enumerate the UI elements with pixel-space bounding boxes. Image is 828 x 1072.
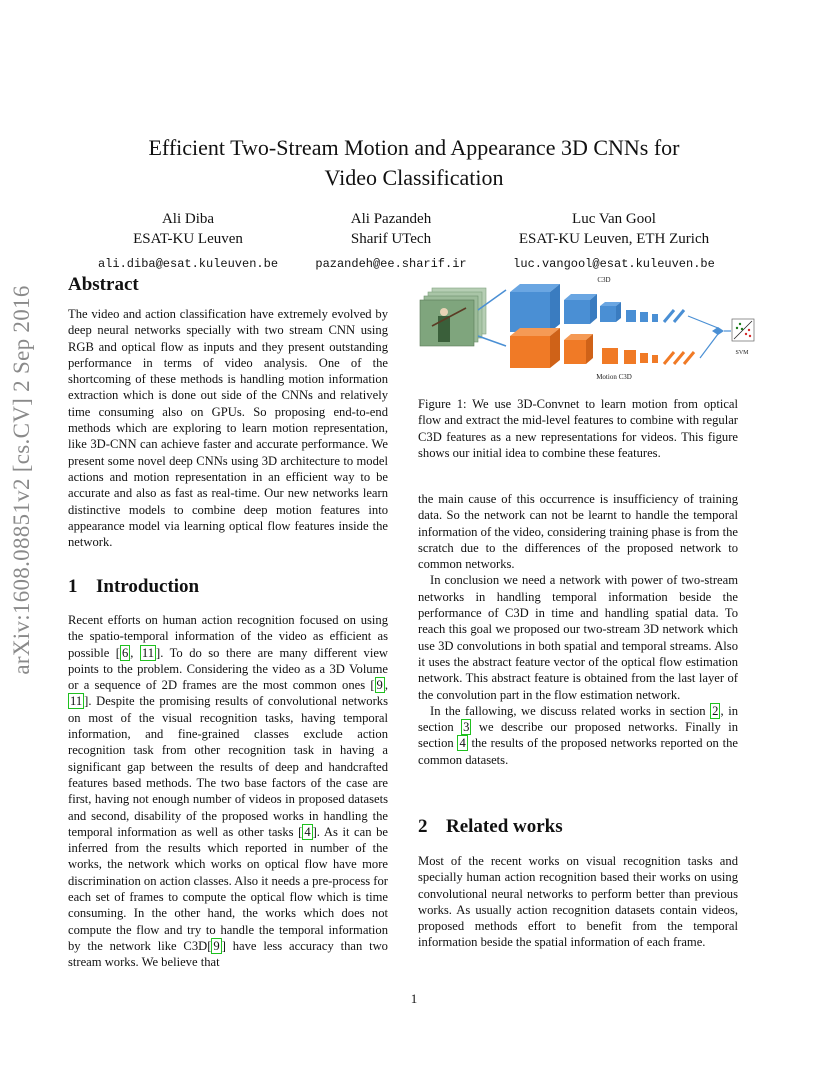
citation-link[interactable]: 11 <box>141 645 155 660</box>
text-run: the results of the proposed networks reported on the common datasets. <box>418 736 738 767</box>
svm-classifier-icon <box>732 319 754 341</box>
figure-1-caption: Figure 1: We use 3D-Convnet to learn motion from optical flow and extract the mid-level features to combine with regular C3D features as a new representations for videos. This figure shows our initial idea to combine these features. <box>418 397 738 460</box>
text-run: we describe our proposed networks. Finally in section <box>418 720 739 751</box>
abstract-heading: Abstract <box>68 274 139 295</box>
text-run: Recent efforts on human action recognition focused on using the spatio-temporal information of the video as efficient as possible [ <box>68 613 388 660</box>
paragraph: the main cause of this occurrence is insufficiency of training data. So the network can not be learnt to handle the temporal information of the video, considering training phase is from the scratch due to the differences of the proposed network to common networks. <box>418 492 738 572</box>
text-run: ]. Despite the promising results of convolutional networks on most of the visual recognition tasks, having temporal information, and fine-grained classes exclude action recognition task from other recognition task in having a significant gap between the results of deep and handcrafted features based methods. The two base factors of the case are first, having not enough number of videos in proposed datasets and second, disability of the proposed works in handling the temporal information as well as other tasks [ <box>68 694 388 839</box>
section-number: 2 <box>418 816 428 837</box>
text-run: , <box>384 678 388 693</box>
section-title: Introduction <box>96 576 200 597</box>
arxiv-stamp-text: arXiv:1608.08851v2 [cs.CV] 2 Sep 2016 <box>9 285 34 675</box>
paragraph: In conclusion we need a network with power of two-stream networks in handling temporal information beside the performance of C3D in time and handling spatial data. To reach this goal we proposed our two-stream 3D network which use 3D convolutions in both spatial and temporal streams. Also it uses the abstract feature vector of the optical flow estimation network. This abstract feature is obtained from the last layer of the convolution part in the flow estimation network. <box>418 573 738 702</box>
right-column-body <box>418 491 738 768</box>
text-run: , in section <box>418 703 739 735</box>
author-affiliation: ESAT-KU Leuven <box>133 231 243 247</box>
section-number: 1 <box>68 576 78 597</box>
arxiv-stamp <box>0 0 34 675</box>
author-affiliation: ESAT-KU Leuven, ETH Zurich <box>518 231 710 247</box>
abstract-body <box>68 306 388 550</box>
author-name: Ali Pazandeh <box>350 211 432 227</box>
section-link[interactable]: 4 <box>459 736 466 751</box>
author-name: Ali Diba <box>161 211 215 227</box>
concat-icon <box>712 327 724 335</box>
related-works-body <box>418 853 738 951</box>
connector-line <box>478 336 506 346</box>
intro-body <box>68 612 388 971</box>
title-line-1: Efficient Two-Stream Motion and Appearance 3D CNNs for <box>148 135 680 160</box>
author-email[interactable]: pazandeh@ee.sharif.ir <box>315 257 467 271</box>
c3d-stream <box>510 284 684 332</box>
video-frames-icon <box>420 288 486 346</box>
author-email[interactable]: luc.vangool@esat.kuleuven.be <box>513 257 715 271</box>
citation-link[interactable]: 6 <box>121 645 129 660</box>
intro-paragraph <box>68 612 388 971</box>
page-number: 1 <box>410 991 418 1006</box>
paragraph: Most of the recent works on visual recognition tasks and specially human action recognition based their works on using convolutional neural networks to perform better than previous works. As usually action recognition datasets contain videos, proposed methods effort to benefit from the temporal information beside the spatial information of each frame. <box>418 854 738 950</box>
author-2 <box>300 209 482 274</box>
motion-c3d-label: Motion C3D <box>596 373 632 381</box>
text-run: ] have less accuracy than two stream works. We believe that <box>68 938 388 970</box>
figure-1 <box>418 270 758 390</box>
text-run: ]. As it can be inferred from the results which reported in number of the works, the network which works on optical flow have more discrimination on action classes. Also it needs a pre-process for each set of frames to compute the optical flow which is time consuming. In the other hand, the works which does not compute the flow and try to handle the temporal information by the network like C3D[ <box>68 824 388 953</box>
title-line-2: Video Classification <box>324 165 504 190</box>
citation-link[interactable]: 9 <box>213 938 220 953</box>
section-title: Related works <box>446 816 563 837</box>
svm-label: SVM <box>735 350 749 356</box>
paragraph <box>418 703 738 768</box>
abstract-text: The video and action classification have extremely evolved by deep neural networks specially with two stream CNN using RGB and optical flow as inputs and they present outstanding performance in terms of video analysis. One of the shortcoming of these methods is handling motion information extraction which is done out side of the CNNs and relatively time consuming also on GPUs. So proposing end-to-end methods which are exploring to learn motion representation, like 3D-CNN can achieve faster and accurate performance. We present some novel deep CNNs using 3D architecture to model actions and motion representation in an efficient way to be accurate and also as fast as real-time. Our new networks learn distinctive models to combine deep motion features into appearance model via learning optical flow features inside the network. <box>68 307 388 550</box>
section-link[interactable]: 3 <box>463 720 470 735</box>
section-link[interactable]: 2 <box>712 703 719 718</box>
citation-link[interactable]: 9 <box>376 678 383 693</box>
figure-1-diagram <box>418 270 758 390</box>
text-run: In the fallowing, we discuss related works in section <box>430 703 711 718</box>
text-run: ]. To do so there are many different view points to the problem. Considering the video as a 3D Volume or a sequence of 2D frames are the most common ones [ <box>68 645 388 693</box>
motion-c3d-stream <box>510 328 694 368</box>
paper-title <box>60 133 768 193</box>
connector-line <box>700 334 718 358</box>
author-name: Luc Van Gool <box>572 211 656 227</box>
text-run: , <box>130 645 140 660</box>
intro-heading <box>68 576 199 598</box>
citation-link[interactable]: 4 <box>304 824 311 839</box>
citation-link[interactable]: 11 <box>70 694 83 709</box>
related-works-heading <box>418 816 563 838</box>
author-3 <box>494 209 734 274</box>
c3d-label: C3D <box>597 276 611 284</box>
author-email[interactable]: ali.diba@esat.kuleuven.be <box>97 257 279 271</box>
connector-line <box>688 316 718 328</box>
author-affiliation: Sharif UTech <box>350 231 432 247</box>
author-1 <box>88 209 288 274</box>
